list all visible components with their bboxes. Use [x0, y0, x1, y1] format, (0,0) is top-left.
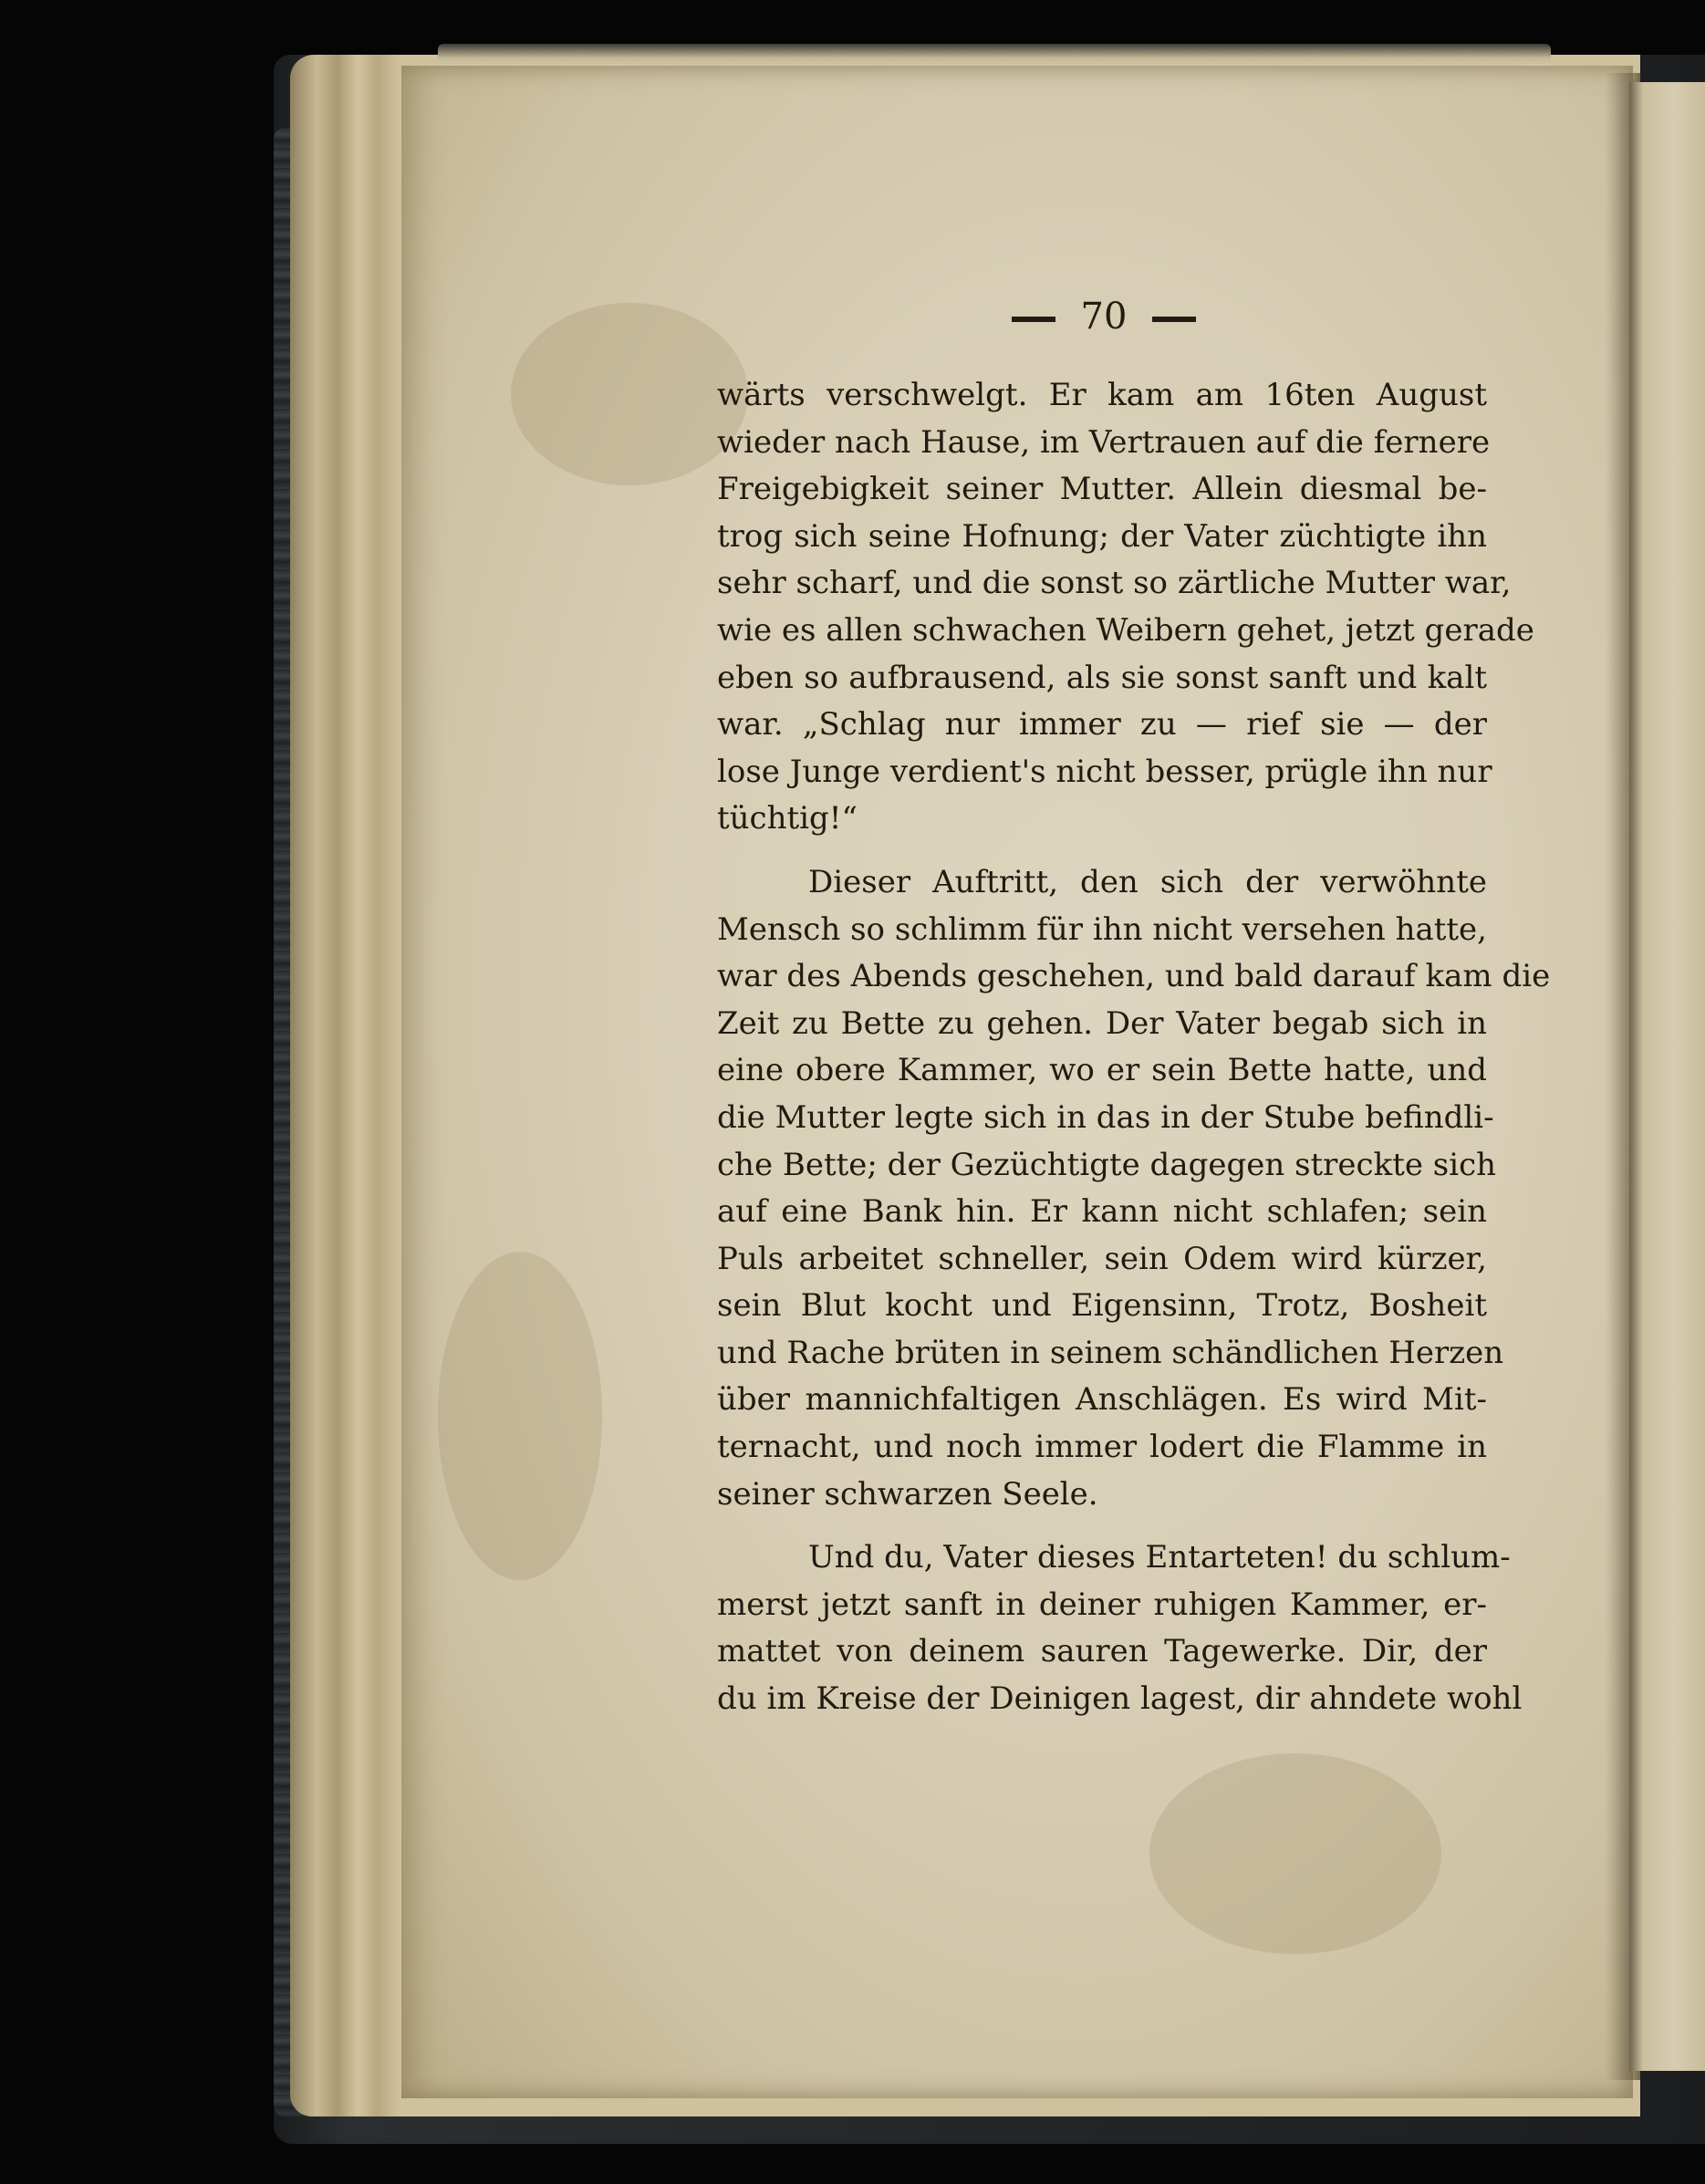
text-line: du im Kreise der Deinigen lagest, dir ahndete wohl: [717, 1680, 1523, 1718]
text-line: war. „Schlag nur immer zu — rief sie — der: [717, 706, 1487, 744]
paragraph-gap: [717, 843, 1487, 859]
paper-stain: [438, 1252, 602, 1580]
text-line: merst jetzt sanft in deiner ruhigen Kammer, er-: [717, 1586, 1487, 1623]
text-line: tüchtig!“: [717, 800, 858, 837]
text-line: wieder nach Hause, im Vertrauen auf die fernere: [717, 423, 1491, 461]
text-line: Mensch so schlimm für ihn nicht versehen hatte,: [717, 910, 1487, 948]
text-line: eine obere Kammer, wo er sein Bette hatte, und: [717, 1052, 1487, 1089]
paragraph-1: [717, 372, 1534, 843]
text-line: seiner schwarzen Seele.: [717, 1475, 1098, 1513]
text-line: Und du, Vater dieses Entarteten! du schlum-: [808, 1539, 1511, 1576]
text-line: eben so aufbrausend, als sie sonst sanft und kalt: [717, 659, 1487, 696]
text-line: über mannichfaltigen Anschlägen. Es wird Mit-: [717, 1381, 1487, 1419]
text-line: lose Junge verdient's nicht besser, prügle ihn nur: [717, 753, 1492, 790]
header-dash-left: [1012, 317, 1055, 322]
paragraph-3: [717, 1534, 1523, 1722]
facing-page-edge: [1629, 82, 1705, 2071]
text-line: mattet von deinem sauren Tagewerke. Dir, der: [717, 1633, 1487, 1670]
text-line: ternacht, und noch immer lodert die Flamme in: [717, 1429, 1487, 1466]
text-line: wie es allen schwachen Weibern gehet, jetzt gerade: [717, 611, 1534, 649]
paper-stain: [511, 303, 748, 485]
text-line: war des Abends geschehen, und bald darauf kam die: [717, 958, 1551, 995]
paper-stain: [1149, 1753, 1441, 1954]
header-dash-right: [1152, 317, 1196, 322]
text-line: Puls arbeitet schneller, sein Odem wird kürzer,: [717, 1240, 1487, 1277]
text-line: Freigebigkeit seiner Mutter. Allein diesmal be-: [717, 471, 1487, 508]
body-text: [717, 372, 1551, 1723]
text-line: che Bette; der Gezüchtigte dagegen streckte sich: [717, 1146, 1497, 1183]
text-line: Dieser Auftritt, den sich der verwöhnte: [808, 863, 1487, 900]
text-line: und Rache brüten in seinem schändlichen Herzen: [717, 1334, 1504, 1371]
text-line: wärts verschwelgt. Er kam am 16ten August: [717, 377, 1487, 413]
text-line: auf eine Bank hin. Er kann nicht schlafen; sein: [717, 1193, 1487, 1231]
text-line: sehr scharf, und die sonst so zärtliche Mutter war,: [717, 565, 1512, 602]
text-line: die Mutter legte sich in das in der Stube befindli-: [717, 1098, 1494, 1136]
page-number: 70: [1080, 296, 1128, 338]
text-line: trog sich seine Hofnung; der Vater züchtigte ihn: [717, 517, 1487, 555]
page-top-edge: [438, 44, 1551, 68]
paragraph-gap: [717, 1518, 1487, 1534]
text-line: sein Blut kocht und Eigensinn, Trotz, Bosheit: [717, 1287, 1487, 1325]
paragraph-2: [717, 859, 1551, 1518]
page-header: [976, 294, 1232, 339]
text-line: Zeit zu Bette zu gehen. Der Vater begab sich in: [717, 1004, 1487, 1042]
